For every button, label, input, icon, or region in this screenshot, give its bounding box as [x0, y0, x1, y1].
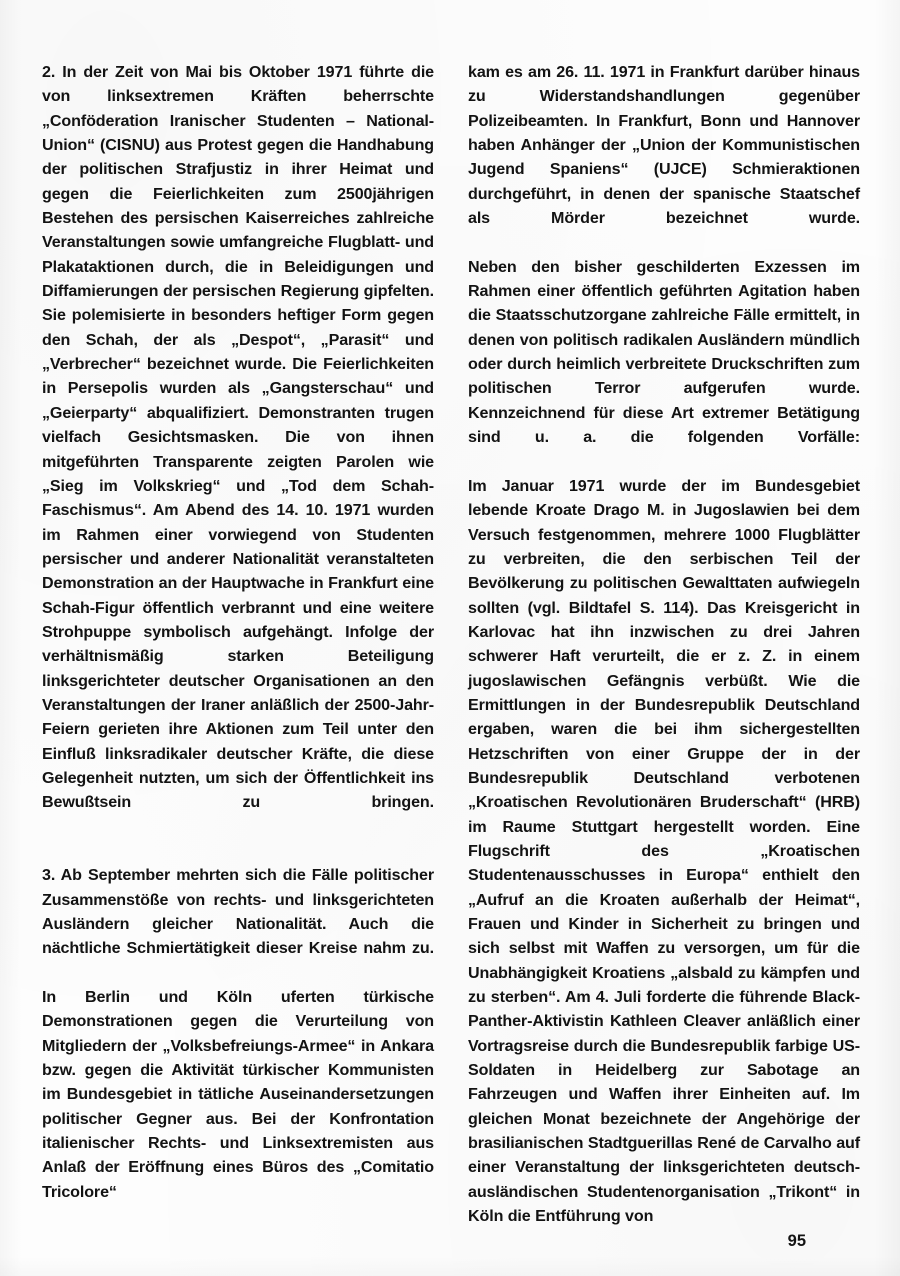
scan-edge-shading-left [0, 0, 22, 1276]
two-column-body [42, 60, 860, 1229]
left-column [42, 60, 434, 1229]
paragraph-drago-m: Im Januar 1971 wurde der im Bundesgebiet lebende Kroate Drago M. in Jugoslawien bei dem Versuch festgenommen, mehrere 1000 Flugblätter zu verbreiten, die den serbischen Teil der Bevölkerung zu politischen Gewalttaten aufwiegeln sollten (vgl. Bildtafel S. 114). Das Kreisgericht in Karlovac hat ihn inzwischen zu drei Jahren schwerer Haft verurteilt, die er z. Z. in einem jugoslawischen Gefängnis verbüßt. Wie die Ermittlungen in der Bundesrepublik Deutschland ergaben, waren die bei ihm sichergestellten Hetzschriften von einer Gruppe der in der Bundesrepublik Deutschland verbotenen „Kroatischen Revolutionären Bruderschaft“ (HRB) im Raume Stuttgart hergestellt worden. Eine Flugschrift des „Kroatischen Studentenausschusses in Europa“ enthielt den „Aufruf an die Kroaten außerhalb der Heimat“, Frauen und Kinder in Sicherheit zu bringen und sich selbst mit Waffen zu versorgen, um für die Unabhängigkeit Kroatiens „alsbald zu kämpfen und zu sterben“. Am 4. Juli forderte die führende Black-Panther-Aktivistin Kathleen Cleaver anläßlich einer Vortragsreise durch die Bundesrepublik farbige US-Soldaten in Heidelberg zur Sabotage an Fahrzeugen und Waffen ihrer Einheiten auf. Im gleichen Monat bezeichnete der Angehörige der brasilianischen Stadtguerillas René de Carvalho auf einer Veranstaltung der linksgerichteten deutsch-ausländischen Studentenorganisation „Trikont“ in Köln die Entführung von [468, 476, 860, 1226]
paragraph-continuation: kam es am 26. 11. 1971 in Frankfurt darüber hinaus zu Widerstandshandlungen gegenüber Polizeibeamten. In Frankfurt, Bonn und Hannover haben Anhänger der „Union der Kommunistischen Jugend Spaniens“ (UJCE) Schmieraktionen durchgeführt, in denen der spanische Staatschef als Mörder bezeichnet wurde. [468, 63, 860, 228]
paragraph-exzesse: Neben den bisher geschilderten Exzessen im Rahmen einer öffentlich geführten Agitation haben die Staatsschutzorgane zahlreiche Fälle ermittelt, in denen von politisch radikalen Ausländern mündlich oder durch heimlich verbreitete Druckschriften zum politischen Terror aufgerufen wurde. Kennzeichnend für diese Art extremer Betätigung sind u. a. die folgenden Vorfälle: [468, 257, 860, 447]
scan-edge-shading-right [874, 0, 900, 1276]
paragraph-berlin-koeln: In Berlin und Köln uferten türkische Demonstrationen gegen die Verurteilung von Mitgliedern der „Volksbefreiungs-Armee“ in Ankara bzw. gegen die Aktivität türkischer Kommunisten im Bundesgebiet in tätliche Auseinandersetzungen politischer Gegner aus. Bei der Konfrontation italienischer Rechts- und Linksextremisten aus Anlaß der Eröffnung eines Büros des „Comitatio Tricolore“ [42, 988, 434, 1201]
paragraph-item-3: 3. Ab September mehrten sich die Fälle politischer Zusammenstöße von rechts- und linksgerichteten Ausländern gleicher Nationalität. Auch die nächtliche Schmiertätigkeit dieser Kreise nahm zu. [42, 866, 434, 958]
page-number: 95 [787, 1232, 806, 1250]
right-column [468, 60, 860, 1229]
scan-edge-shading-bottom [0, 1256, 900, 1276]
paragraph-item-2: 2. In der Zeit von Mai bis Oktober 1971 führte die von linksextremen Kräften beherrschte „Conföderation Iranischer Studenten – National-Union“ (CISNU) aus Protest gegen die Handhabung der politischen Strafjustiz in ihrer Heimat und gegen die Feierlichkeiten zum 2500jährigen Bestehen des persischen Kaiserreiches zahlreiche Veranstaltungen sowie umfangreiche Flugblatt- und Plakataktionen durch, die in Beleidigungen und Diffamierungen der persischen Regierung gipfelten. Sie polemisierte in besonders heftiger Form gegen den Schah, der als „Despot“, „Parasit“ und „Verbrecher“ bezeichnet wurde. Die Feierlichkeiten in Persepolis wurden als „Gangsterschau“ und „Geierparty“ abqualifiziert. Demonstranten trugen vielfach Gesichtsmasken. Die von ihnen mitgeführten Transparente zeigten Parolen wie „Sieg im Volkskrieg“ und „Tod dem Schah-Faschismus“. Am Abend des 14. 10. 1971 wurden im Rahmen einer vorwiegend von Studenten persischer und anderer Nationalität veranstalteten Demonstration an der Hauptwache in Frankfurt eine Schah-Figur öffentlich verbrannt und eine weitere Strohpuppe symbolisch aufgehängt. Infolge der verhältnismäßig starken Beteiligung linksgerichteter deutscher Organisationen an den Veranstaltungen der Iraner anläßlich der 2500-Jahr-Feiern gerieten ihre Aktionen zum Teil unter den Einfluß linksradikaler deutscher Kräfte, die diese Gelegenheit nutzten, um sich der Öffentlichkeit ins Bewußtsein zu bringen. [42, 63, 434, 812]
